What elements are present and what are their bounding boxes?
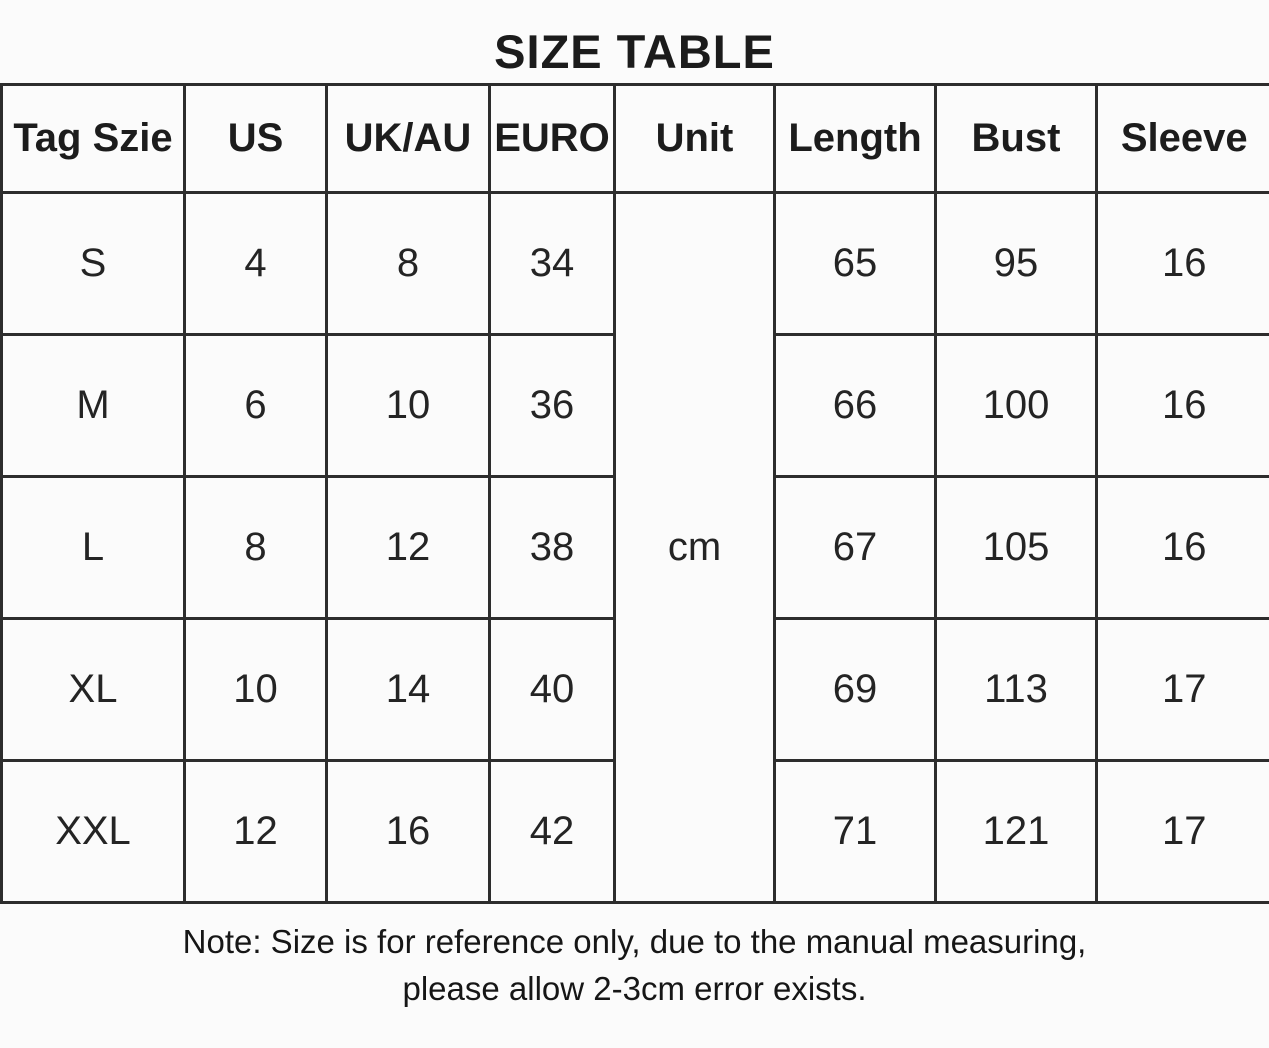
col-header-tag-size: Tag Szie <box>2 85 185 193</box>
cell-euro: 34 <box>490 193 615 335</box>
cell-euro: 38 <box>490 477 615 619</box>
cell-tag-size: M <box>2 335 185 477</box>
cell-length: 65 <box>775 193 936 335</box>
page-title: SIZE TABLE <box>494 25 775 78</box>
cell-uk-au: 14 <box>327 619 490 761</box>
cell-euro: 42 <box>490 761 615 903</box>
cell-uk-au: 10 <box>327 335 490 477</box>
cell-sleeve: 16 <box>1097 335 1269 477</box>
note-line-2: please allow 2-3cm error exists. <box>402 970 867 1007</box>
note-text <box>0 918 1269 1012</box>
col-header-us: US <box>185 85 327 193</box>
cell-bust: 105 <box>936 477 1097 619</box>
cell-uk-au: 8 <box>327 193 490 335</box>
table-row-s <box>2 193 1269 335</box>
cell-us: 12 <box>185 761 327 903</box>
cell-us: 4 <box>185 193 327 335</box>
col-header-length: Length <box>775 85 936 193</box>
size-table <box>0 83 1269 904</box>
cell-tag-size: L <box>2 477 185 619</box>
cell-us: 6 <box>185 335 327 477</box>
col-header-uk-au: UK/AU <box>327 85 490 193</box>
cell-uk-au: 12 <box>327 477 490 619</box>
col-header-euro: EURO <box>490 85 615 193</box>
cell-sleeve: 16 <box>1097 193 1269 335</box>
cell-us: 8 <box>185 477 327 619</box>
col-header-unit: Unit <box>615 85 775 193</box>
cell-bust: 95 <box>936 193 1097 335</box>
cell-bust: 100 <box>936 335 1097 477</box>
cell-length: 67 <box>775 477 936 619</box>
cell-us: 10 <box>185 619 327 761</box>
cell-euro: 36 <box>490 335 615 477</box>
cell-uk-au: 16 <box>327 761 490 903</box>
cell-tag-size: S <box>2 193 185 335</box>
header-row <box>2 85 1269 193</box>
unit-cell: cm <box>615 193 775 903</box>
col-header-sleeve: Sleeve <box>1097 85 1269 193</box>
cell-tag-size: XXL <box>2 761 185 903</box>
cell-length: 71 <box>775 761 936 903</box>
cell-bust: 113 <box>936 619 1097 761</box>
cell-bust: 121 <box>936 761 1097 903</box>
cell-sleeve: 17 <box>1097 761 1269 903</box>
col-header-bust: Bust <box>936 85 1097 193</box>
cell-sleeve: 16 <box>1097 477 1269 619</box>
note-line-1: Note: Size is for reference only, due to the manual measuring, <box>182 923 1087 960</box>
cell-sleeve: 17 <box>1097 619 1269 761</box>
cell-euro: 40 <box>490 619 615 761</box>
cell-length: 69 <box>775 619 936 761</box>
cell-length: 66 <box>775 335 936 477</box>
cell-tag-size: XL <box>2 619 185 761</box>
